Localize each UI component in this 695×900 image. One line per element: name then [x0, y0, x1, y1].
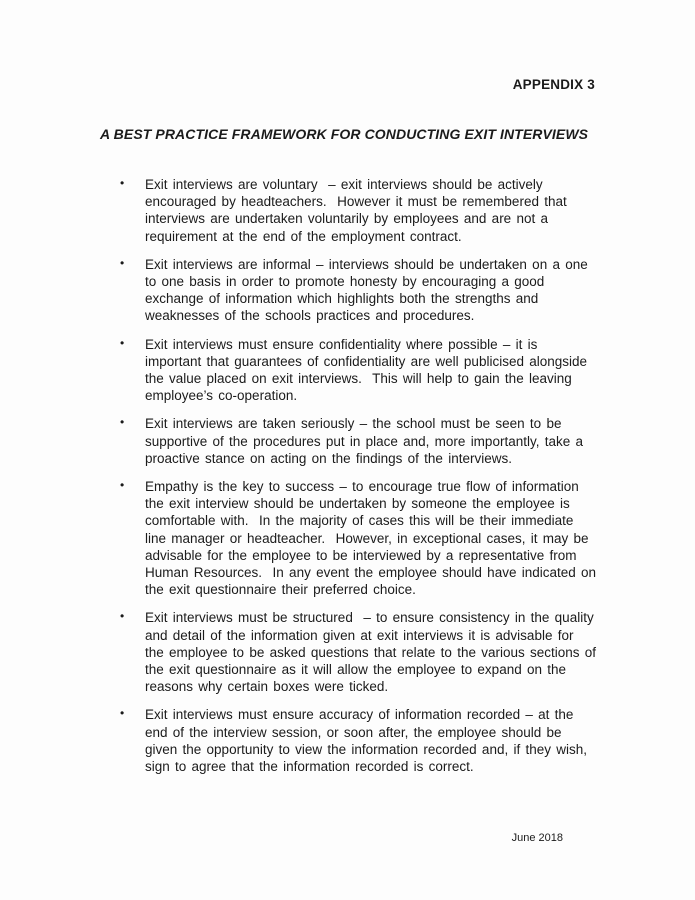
- list-item: [100, 609, 602, 695]
- bullet-marker: •: [120, 415, 125, 430]
- footer-date: June 2018: [511, 832, 563, 844]
- bullet-text: Exit interviews must ensure accuracy of information recorded – at the end of the interview session, or soon after, the employee should be given the opportunity to view the information recorded and, if they wish, sign to agree that the information recorded is correct.: [145, 707, 593, 775]
- bullet-marker: •: [120, 335, 125, 350]
- list-item: [100, 176, 597, 245]
- list-item: [100, 256, 597, 325]
- list-item: [100, 415, 597, 467]
- page-title: A BEST PRACTICE FRAMEWORK FOR CONDUCTING EXIT INTERVIEWS: [100, 126, 589, 142]
- bullet-marker: •: [120, 255, 125, 270]
- bullet-marker: •: [120, 478, 125, 493]
- bullet-marker: •: [120, 609, 125, 624]
- bullet-text: Exit interviews must be structured – to ensure consistency in the quality and detail of the information given at exit interviews it is advisable for the employee to be asked questions that relate to the various sections of the exit questionnaire as it will allow the employee to expand on the reasons why certain boxes were ticked.: [145, 610, 602, 695]
- list-item: [100, 478, 602, 598]
- bullet-text: Empathy is the key to success – to encourage true flow of information the exit interview should be undertaken by someone the employee is comfortable with. In the majority of cases this will be their immediate line manager or headteacher. However, in exceptional cases, it may be advisable for the employee to be interviewed by a representative from Human Resources. In any event the employee should have indicated on the exit questionnaire their preferred choice.: [145, 479, 602, 598]
- bullet-text: Exit interviews are informal – interviews should be undertaken on a one to one basis in order to promote honesty by encouraging a good exchange of information which highlights both the strengths and weaknesses of the schools practices and procedures.: [145, 256, 593, 324]
- appendix-label: APPENDIX 3: [512, 77, 595, 92]
- bullet-text: Exit interviews must ensure confidentiality where possible – it is important that guarantees of confidentiality are well publicised alongside the value placed on exit interviews. This will help to gain the leaving employee’s co-operation.: [145, 336, 593, 404]
- bullet-marker: •: [120, 706, 125, 721]
- bullet-text: Exit interviews are voluntary – exit interviews should be actively encouraged by headteachers. However it must be remembered that interviews are undertaken voluntarily by employees and are not a requirement at the end of the employment contract.: [145, 177, 572, 244]
- bullet-list: [100, 176, 602, 786]
- bullet-text: Exit interviews are taken seriously – the school must be seen to be supportive of the procedures put in place and, more importantly, take a proactive stance on acting on the findings of the interviews.: [145, 416, 589, 466]
- bullet-marker: •: [120, 176, 125, 190]
- list-item: [100, 336, 597, 405]
- list-item: [100, 706, 597, 775]
